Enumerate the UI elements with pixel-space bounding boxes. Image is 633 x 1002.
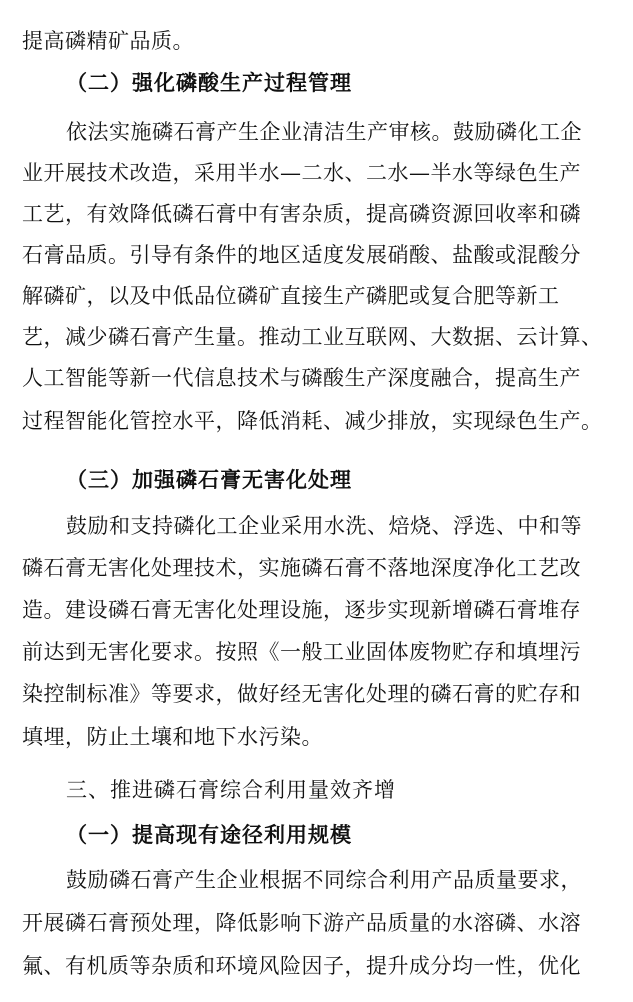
text-line: 人工智能等新一代信息技术与磷酸生产深度融合，提高生产 [22,366,581,390]
section-heading: （一）提高现有途径利用规模 [66,823,352,847]
text-line: 填埋，防止土壤和地下水污染。 [22,725,323,749]
text-line: 开展磷石膏预处理，降低影响下游产品质量的水溶磷、水溶 [22,911,581,935]
text-line: 解磷矿，以及中低品位磷矿直接生产磷肥或复合肥等新工 [22,284,560,308]
paragraph-first-line: 依法实施磷石膏产生企业清洁生产审核。鼓励磷化工企 [66,120,582,144]
text-line: 造。建设磷石膏无害化处理设施，逐步实现新增磷石膏堆存 [22,598,581,622]
text-line: 磷石膏无害化处理技术，实施磷石膏不落地深度净化工艺改 [22,556,581,580]
text-line: 艺，减少磷石膏产生量。推动工业互联网、大数据、云计算、 [22,325,603,349]
paragraph-first-line: 鼓励和支持磷化工企业采用水洗、焙烧、浮选、中和等 [66,514,582,538]
section-heading: （二）强化磷酸生产过程管理 [66,71,352,95]
text-line: 氟、有机质等杂质和环境风险因子，提升成分均一性，优化 [22,954,581,978]
text-line: 提高磷精矿品质。 [22,29,194,53]
section-heading: （三）加强磷石膏无害化处理 [66,468,352,492]
paragraph-first-line: 鼓励磷石膏产生企业根据不同综合利用产品质量要求， [66,868,582,892]
chapter-heading: 三、推进磷石膏综合利用量效齐增 [66,778,396,802]
text-line: 业开展技术改造，采用半水—二水、二水—半水等绿色生产 [22,161,581,185]
text-line: 前达到无害化要求。按照《一般工业固体废物贮存和填埋污 [22,640,581,664]
text-line: 染控制标准》等要求，做好经无害化处理的磷石膏的贮存和 [22,682,581,706]
text-line: 过程智能化管控水平，降低消耗、减少排放，实现绿色生产。 [22,409,603,433]
text-line: 工艺，有效降低磷石膏中有害杂质，提高磷资源回收率和磷 [22,202,581,226]
text-line: 石膏品质。引导有条件的地区适度发展硝酸、盐酸或混酸分 [22,243,581,267]
